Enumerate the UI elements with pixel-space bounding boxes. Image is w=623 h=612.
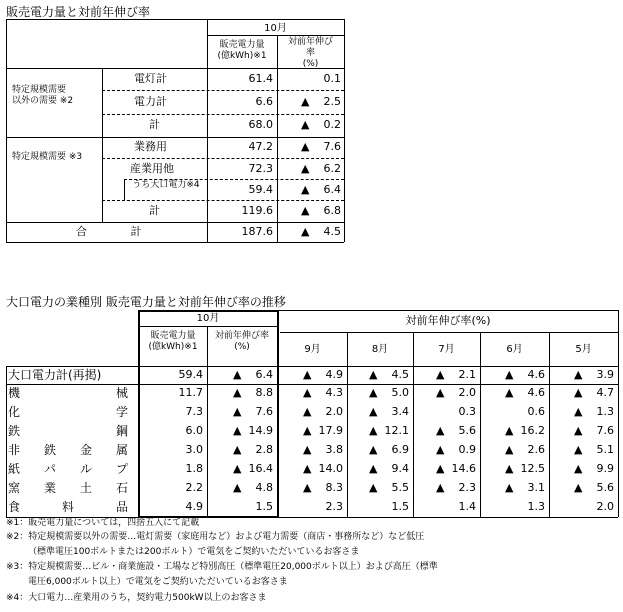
table2-growth: 4.3 xyxy=(325,386,343,399)
table2-row-label: 大口電力計(再掲) xyxy=(8,368,102,382)
month-header: 8月 xyxy=(371,344,389,355)
table2-row-label: 非 鉄 金 属 xyxy=(8,443,128,457)
table1-group2-label: 特定規模需要 ※3 xyxy=(12,152,83,162)
table1-growth: 6.8 xyxy=(323,204,341,217)
table2-growth: 2.0 xyxy=(596,500,614,513)
table1-sales: 47.2 xyxy=(248,140,273,153)
table2-sales: 1.8 xyxy=(185,462,203,475)
table2-growth: 7.6 xyxy=(255,405,273,418)
table2-growth: 4.8 xyxy=(255,481,273,494)
table2-row-label: 機 械 xyxy=(8,386,128,400)
table2-growth: 6.4 xyxy=(255,368,273,381)
table1-row-label: うち大口電力※4 xyxy=(132,180,200,190)
table2-sales: 11.7 xyxy=(178,386,203,399)
table1-row-label: 電灯計 xyxy=(134,72,167,85)
footnote: 電圧6,000ボルト以上）で電気をご契約いただいているお客さま xyxy=(28,577,288,587)
table1-growth: 0.1 xyxy=(323,72,341,85)
table2-growth: 4.7 xyxy=(596,386,614,399)
table1-growth: 6.4 xyxy=(323,183,341,196)
footnote: （標準電圧100ボルトまたは200ボルト）で電気をご契約いただいているお客さま xyxy=(28,547,360,557)
table2-sales: 6.0 xyxy=(185,424,203,437)
table1-row-label: 計 xyxy=(149,204,160,217)
footnote: ※2：特定規模需要以外の需要…電灯需要（家庭用など）および電力需要（商店・事務所など）など低圧 xyxy=(6,532,425,542)
table2-sales: 7.3 xyxy=(185,405,203,418)
table1-group1-label: 特定規模需要 以外の需要 ※2 xyxy=(12,85,74,106)
table2-growth: 8.3 xyxy=(325,481,343,494)
table2-growth: 1.3 xyxy=(596,405,614,418)
table2-col-growth: 対前年伸び率 (%) xyxy=(214,331,269,352)
table2-growth: 1.5 xyxy=(255,500,273,513)
table1-growth: 6.2 xyxy=(323,162,341,175)
month-header: 7月 xyxy=(438,344,455,355)
table2-growth: 9.4 xyxy=(391,462,409,475)
table1-month: 10月 xyxy=(264,23,287,34)
table2-growth: 12.5 xyxy=(520,462,545,475)
table1-growth: 2.5 xyxy=(323,95,341,108)
table2-sales: 4.9 xyxy=(185,500,203,513)
table2-growth: 3.4 xyxy=(391,405,409,418)
table1-col-sales: 販売電力量 (億kWh)※1 xyxy=(217,40,267,61)
table2-growth: 0.6 xyxy=(527,405,545,418)
table2-sales: 2.2 xyxy=(185,481,203,494)
table1-growth: 0.2 xyxy=(323,118,341,131)
footnote: ※4：大口電力…産業用のうち，契約電力500kW以上のお客さま xyxy=(6,593,267,603)
month-header: 6月 xyxy=(506,344,523,355)
table2-growth: 0.9 xyxy=(458,443,476,456)
month-header: 9月 xyxy=(304,344,321,355)
table2-growth: 2.1 xyxy=(458,368,476,381)
table2-growth: 4.6 xyxy=(527,386,545,399)
table1-row-label: 業務用 xyxy=(134,140,167,153)
table1-row-label: 計 xyxy=(149,118,160,131)
table2-growth: 14.9 xyxy=(248,424,273,437)
table2-growth: 2.0 xyxy=(458,386,476,399)
table1-sales: 6.6 xyxy=(255,95,273,108)
table1-sales: 59.4 xyxy=(248,183,273,196)
table2-row-label: 窯 業 土 石 xyxy=(8,481,128,495)
table1-col-growth: 対前年伸び 率 (%) xyxy=(287,37,333,69)
table1-sales: 72.3 xyxy=(248,162,273,175)
table2-month: 10月 xyxy=(196,313,220,324)
table2-growth: 4.9 xyxy=(325,368,343,381)
table2-growth: 14.0 xyxy=(318,462,343,475)
table1-row-label: 電力計 xyxy=(134,95,167,108)
table2-growth: 9.9 xyxy=(596,462,614,475)
table2-growth: 16.2 xyxy=(520,424,545,437)
table2-sales: 59.4 xyxy=(178,368,203,381)
table2-row-label: 紙 パ ル プ xyxy=(8,462,128,476)
table2-growth: 16.4 xyxy=(248,462,273,475)
table2-title: 大口電力の業種別 販売電力量と対前年伸び率の推移 xyxy=(6,295,286,309)
table2-growth: 17.9 xyxy=(318,424,343,437)
table2-growth: 2.3 xyxy=(325,500,343,513)
table2-growth: 4.5 xyxy=(391,368,409,381)
table2-growth: 1.4 xyxy=(458,500,476,513)
table2-growth: 2.6 xyxy=(527,443,545,456)
table2-growth: 2.0 xyxy=(325,405,343,418)
table2-growth: 1.3 xyxy=(527,500,545,513)
table2-growth: 3.9 xyxy=(596,368,614,381)
table2-growth: 1.5 xyxy=(391,500,409,513)
table2-growth: 8.8 xyxy=(255,386,273,399)
table2-row-label: 化 学 xyxy=(8,405,128,419)
table2-growth: 5.5 xyxy=(391,481,409,494)
table2-growth: 2.3 xyxy=(458,481,476,494)
table2-growth: 5.1 xyxy=(596,443,614,456)
table1-growth: 7.6 xyxy=(323,140,341,153)
table2-growth: 5.6 xyxy=(458,424,476,437)
table2-growth: 2.8 xyxy=(255,443,273,456)
table1-total-label: 合 計 xyxy=(76,225,142,238)
table2-row-label: 食 料 品 xyxy=(8,500,128,514)
table2-row-label: 鉄 鋼 xyxy=(8,424,128,438)
footnote: ※1：販売電力量については，四捨五入にて記載 xyxy=(6,518,200,528)
table2-growth: 3.1 xyxy=(527,481,545,494)
table1-total-sales: 187.6 xyxy=(241,225,273,238)
month-header: 5月 xyxy=(575,344,592,355)
table1-total-growth: 4.5 xyxy=(323,225,341,238)
table2-growth: 14.6 xyxy=(451,462,476,475)
table2-growth: 7.6 xyxy=(596,424,614,437)
table2-growth: 12.1 xyxy=(384,424,409,437)
table2-growth: 3.8 xyxy=(325,443,343,456)
table2-growth: 6.9 xyxy=(391,443,409,456)
table1-row-label: 産業用他 xyxy=(130,162,174,175)
table2-growth: 4.6 xyxy=(527,368,545,381)
table1-sales: 61.4 xyxy=(248,72,273,85)
table1-sales: 119.6 xyxy=(241,204,273,217)
table2-growth: 5.6 xyxy=(596,481,614,494)
table2-growth-header: 対前年伸び率(%) xyxy=(405,314,491,327)
table2-growth: 5.0 xyxy=(391,386,409,399)
table2-col-sales: 販売電力量 (億kWh)※1 xyxy=(148,331,198,352)
table2-sales: 3.0 xyxy=(185,443,203,456)
table1-sales: 68.0 xyxy=(248,118,273,131)
footnote: ※3：特定規模需要…ビル・商業施設・工場など特別高圧（標準電圧20,000ボルト以上）および高圧（標準 xyxy=(6,562,438,572)
table2-growth: 0.3 xyxy=(458,405,476,418)
table1-title: 販売電力量と対前年伸び率 xyxy=(6,5,151,19)
